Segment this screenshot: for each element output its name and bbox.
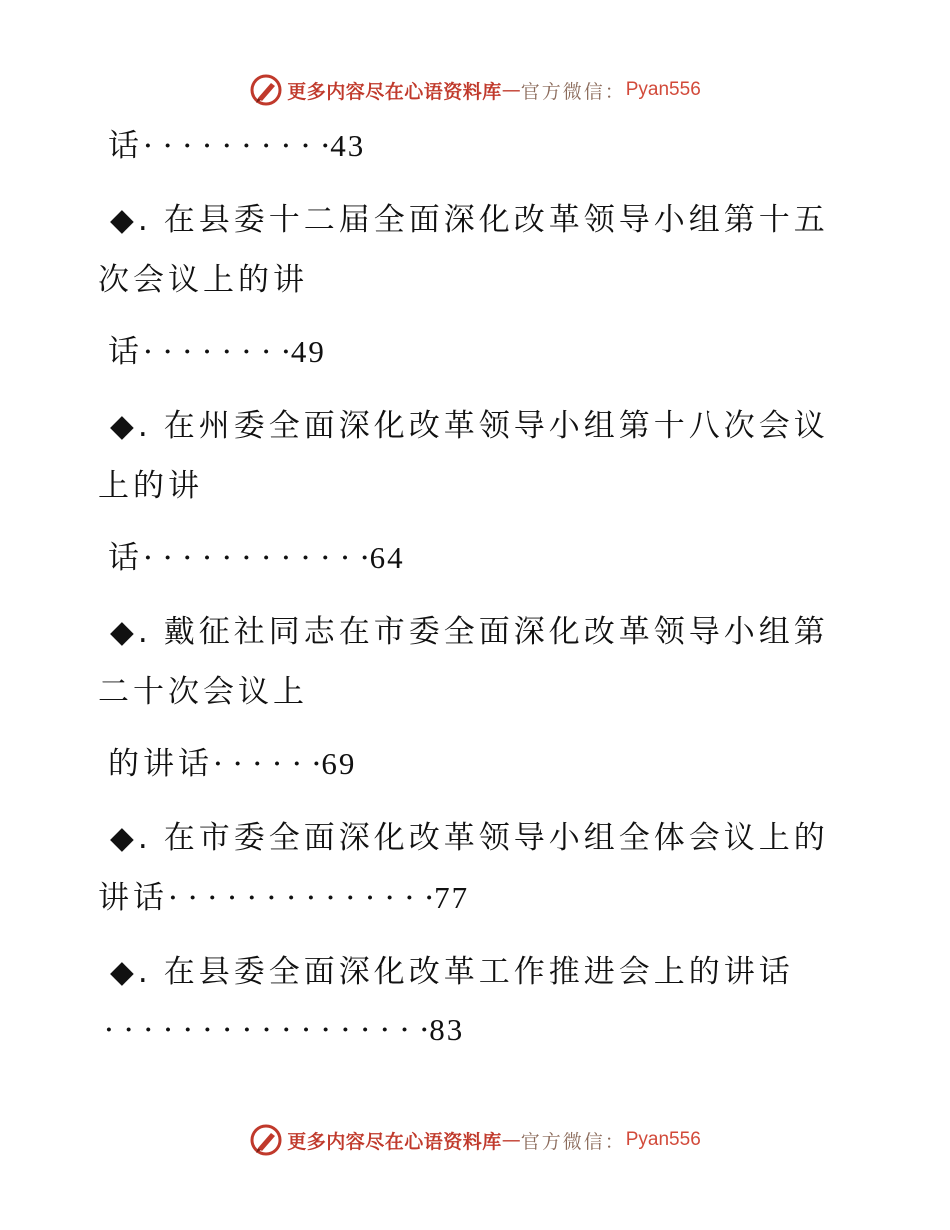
toc-page-number: 43 [330, 128, 366, 163]
toc-entry-title: 二十次会议上 [98, 674, 308, 710]
toc-entry-title: 次会议上的讲 [98, 262, 308, 298]
diamond-bullet-icon: ◆. [110, 202, 152, 238]
toc-entry-title-line [0, 818, 950, 858]
toc-entry-tail-line [0, 538, 950, 578]
toc-leader-dots: · · · · · · · · · · · · · · [168, 880, 435, 916]
toc-entry-tail: 讲话 [98, 880, 168, 916]
toc-entry-title-line [0, 200, 950, 240]
toc-leader-dots: · · · · · · · · · · · · [143, 540, 370, 576]
toc-leader-dots: · · · · · · [213, 746, 322, 782]
toc-entry-title: 在县委全面深化改革工作推进会上的讲话 [163, 954, 794, 990]
toc-entry-tail-line [0, 1010, 950, 1050]
banner-wechat-id: Pyan556 [625, 1129, 701, 1150]
toc-entry-title: 戴征社同志在市委全面深化改革领导小组第 [163, 614, 829, 650]
toc-leader-dots: · · · · · · · · · · · · · · · · · [104, 1012, 430, 1048]
toc-leader-dots: · · · · · · · · [143, 334, 291, 370]
pen-logo-icon [249, 73, 283, 107]
toc-entry-tail: 话 [108, 128, 143, 164]
diamond-bullet-icon: ◆. [110, 408, 152, 444]
banner-separator: — [501, 79, 521, 101]
toc-page-number: 69 [321, 746, 357, 781]
toc-entry-tail-line [0, 126, 950, 166]
toc-entry-title: 在县委十二届全面深化改革领导小组第十五 [163, 202, 829, 238]
toc-entry-title-line [0, 952, 950, 992]
toc-page-number: 64 [369, 540, 405, 575]
banner-wechat-id: Pyan556 [625, 79, 701, 100]
toc-entry-tail: 话 [108, 540, 143, 576]
toc-entry-tail-line [0, 744, 950, 784]
toc-entry-title-line [0, 406, 950, 446]
diamond-bullet-icon: ◆. [110, 820, 152, 856]
pen-logo-icon [249, 1123, 283, 1157]
toc-page-number: 49 [290, 334, 326, 369]
footer-banner [0, 1122, 950, 1158]
toc-entry-title: 上的讲 [98, 468, 203, 504]
toc-entry-tail-line [0, 878, 950, 918]
toc-leader-dots: · · · · · · · · · · [143, 128, 331, 164]
toc-entry-title-line [0, 260, 950, 300]
toc-entry-tail: 话 [108, 334, 143, 370]
diamond-bullet-icon: ◆. [110, 954, 152, 990]
banner-text: 更多内容尽在心语资料库 [287, 80, 502, 103]
banner-wechat-label: 官方微信： [520, 1130, 626, 1153]
toc-page-number: 83 [429, 1012, 465, 1047]
toc-entry-title-line [0, 672, 950, 712]
banner-wechat-label: 官方微信： [520, 80, 626, 103]
toc-entry-title: 在州委全面深化改革领导小组第十八次会议 [163, 408, 829, 444]
banner-text: 更多内容尽在心语资料库 [287, 1130, 502, 1153]
banner-separator: — [501, 1129, 521, 1151]
toc-entry-tail-line [0, 332, 950, 372]
toc-entry-title: 在市委全面深化改革领导小组全体会议上的 [163, 820, 829, 856]
toc-entry-title-line [0, 612, 950, 652]
toc-entry-title-line [0, 466, 950, 506]
toc-page-number: 77 [434, 880, 470, 915]
header-banner [0, 72, 950, 108]
toc-entry-tail: 的讲话 [108, 746, 213, 782]
diamond-bullet-icon: ◆. [110, 614, 152, 650]
